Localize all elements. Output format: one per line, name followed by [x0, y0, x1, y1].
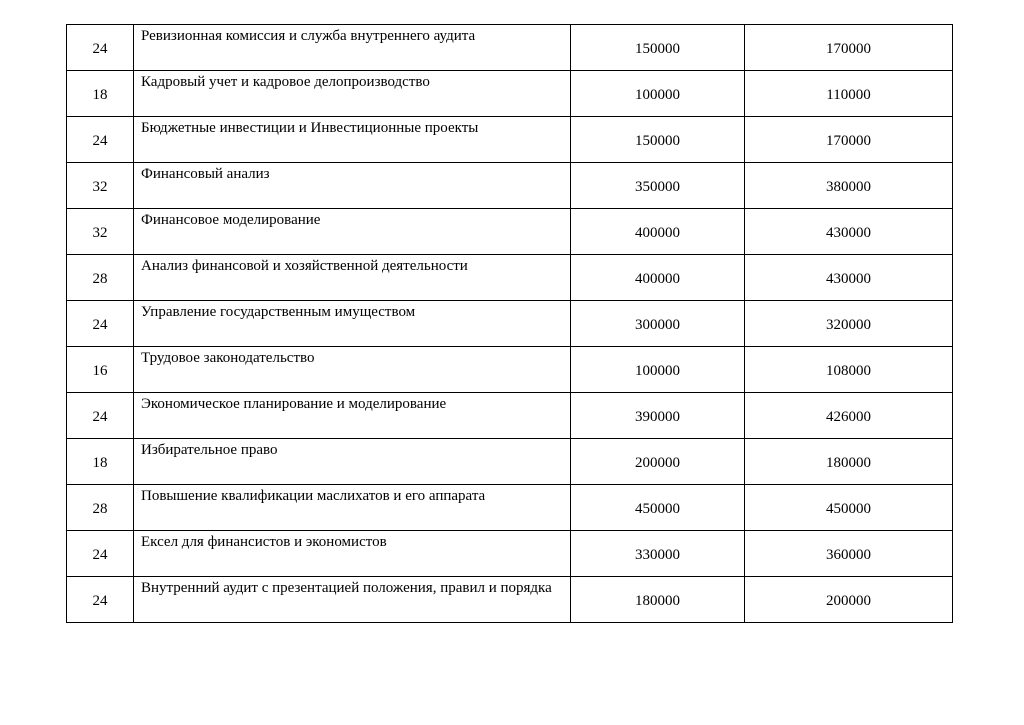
table-row [67, 577, 953, 623]
hours-cell: 32 [67, 163, 134, 209]
hours-cell: 24 [67, 577, 134, 623]
price-cell-1: 150000 [571, 117, 745, 163]
course-name-cell: Повышение квалификации маслихатов и его аппарата [134, 485, 571, 531]
course-name-cell: Трудовое законодательство [134, 347, 571, 393]
table-row [67, 531, 953, 577]
price-cell-1: 350000 [571, 163, 745, 209]
table-row [67, 209, 953, 255]
table-row [67, 163, 953, 209]
hours-cell: 24 [67, 301, 134, 347]
table-row [67, 71, 953, 117]
table-row [67, 255, 953, 301]
hours-cell: 24 [67, 393, 134, 439]
price-cell-1: 390000 [571, 393, 745, 439]
hours-cell: 18 [67, 439, 134, 485]
price-cell-2: 200000 [745, 577, 953, 623]
course-name-cell: Ревизионная комиссия и служба внутреннего аудита [134, 25, 571, 71]
hours-cell: 24 [67, 117, 134, 163]
price-cell-2: 430000 [745, 209, 953, 255]
price-cell-1: 180000 [571, 577, 745, 623]
price-cell-2: 450000 [745, 485, 953, 531]
course-name-cell: Управление государственным имуществом [134, 301, 571, 347]
table-row [67, 301, 953, 347]
price-cell-2: 320000 [745, 301, 953, 347]
courses-table-body [67, 25, 953, 623]
hours-cell: 28 [67, 255, 134, 301]
price-cell-2: 170000 [745, 117, 953, 163]
courses-table [66, 24, 953, 623]
price-cell-1: 450000 [571, 485, 745, 531]
course-name-cell: Внутренний аудит с презентацией положения, правил и порядка [134, 577, 571, 623]
price-cell-1: 200000 [571, 439, 745, 485]
course-name-cell: Экономическое планирование и моделирование [134, 393, 571, 439]
course-name-cell: Анализ финансовой и хозяйственной деятельности [134, 255, 571, 301]
price-cell-2: 426000 [745, 393, 953, 439]
course-name-cell: Кадровый учет и кадровое делопроизводство [134, 71, 571, 117]
price-cell-1: 150000 [571, 25, 745, 71]
hours-cell: 16 [67, 347, 134, 393]
price-cell-2: 180000 [745, 439, 953, 485]
course-name-cell: Ексел для финансистов и экономистов [134, 531, 571, 577]
price-cell-1: 400000 [571, 255, 745, 301]
table-row [67, 25, 953, 71]
price-cell-2: 108000 [745, 347, 953, 393]
hours-cell: 24 [67, 25, 134, 71]
course-name-cell: Финансовое моделирование [134, 209, 571, 255]
course-name-cell: Избирательное право [134, 439, 571, 485]
hours-cell: 28 [67, 485, 134, 531]
price-cell-2: 170000 [745, 25, 953, 71]
price-cell-1: 100000 [571, 347, 745, 393]
price-cell-1: 330000 [571, 531, 745, 577]
price-cell-2: 110000 [745, 71, 953, 117]
hours-cell: 32 [67, 209, 134, 255]
table-row [67, 117, 953, 163]
price-cell-1: 300000 [571, 301, 745, 347]
course-name-cell: Финансовый анализ [134, 163, 571, 209]
table-row [67, 485, 953, 531]
price-cell-1: 400000 [571, 209, 745, 255]
table-row [67, 347, 953, 393]
course-name-cell: Бюджетные инвестиции и Инвестиционные проекты [134, 117, 571, 163]
hours-cell: 24 [67, 531, 134, 577]
price-cell-1: 100000 [571, 71, 745, 117]
table-row [67, 439, 953, 485]
price-cell-2: 430000 [745, 255, 953, 301]
hours-cell: 18 [67, 71, 134, 117]
table-row [67, 393, 953, 439]
price-cell-2: 380000 [745, 163, 953, 209]
price-cell-2: 360000 [745, 531, 953, 577]
